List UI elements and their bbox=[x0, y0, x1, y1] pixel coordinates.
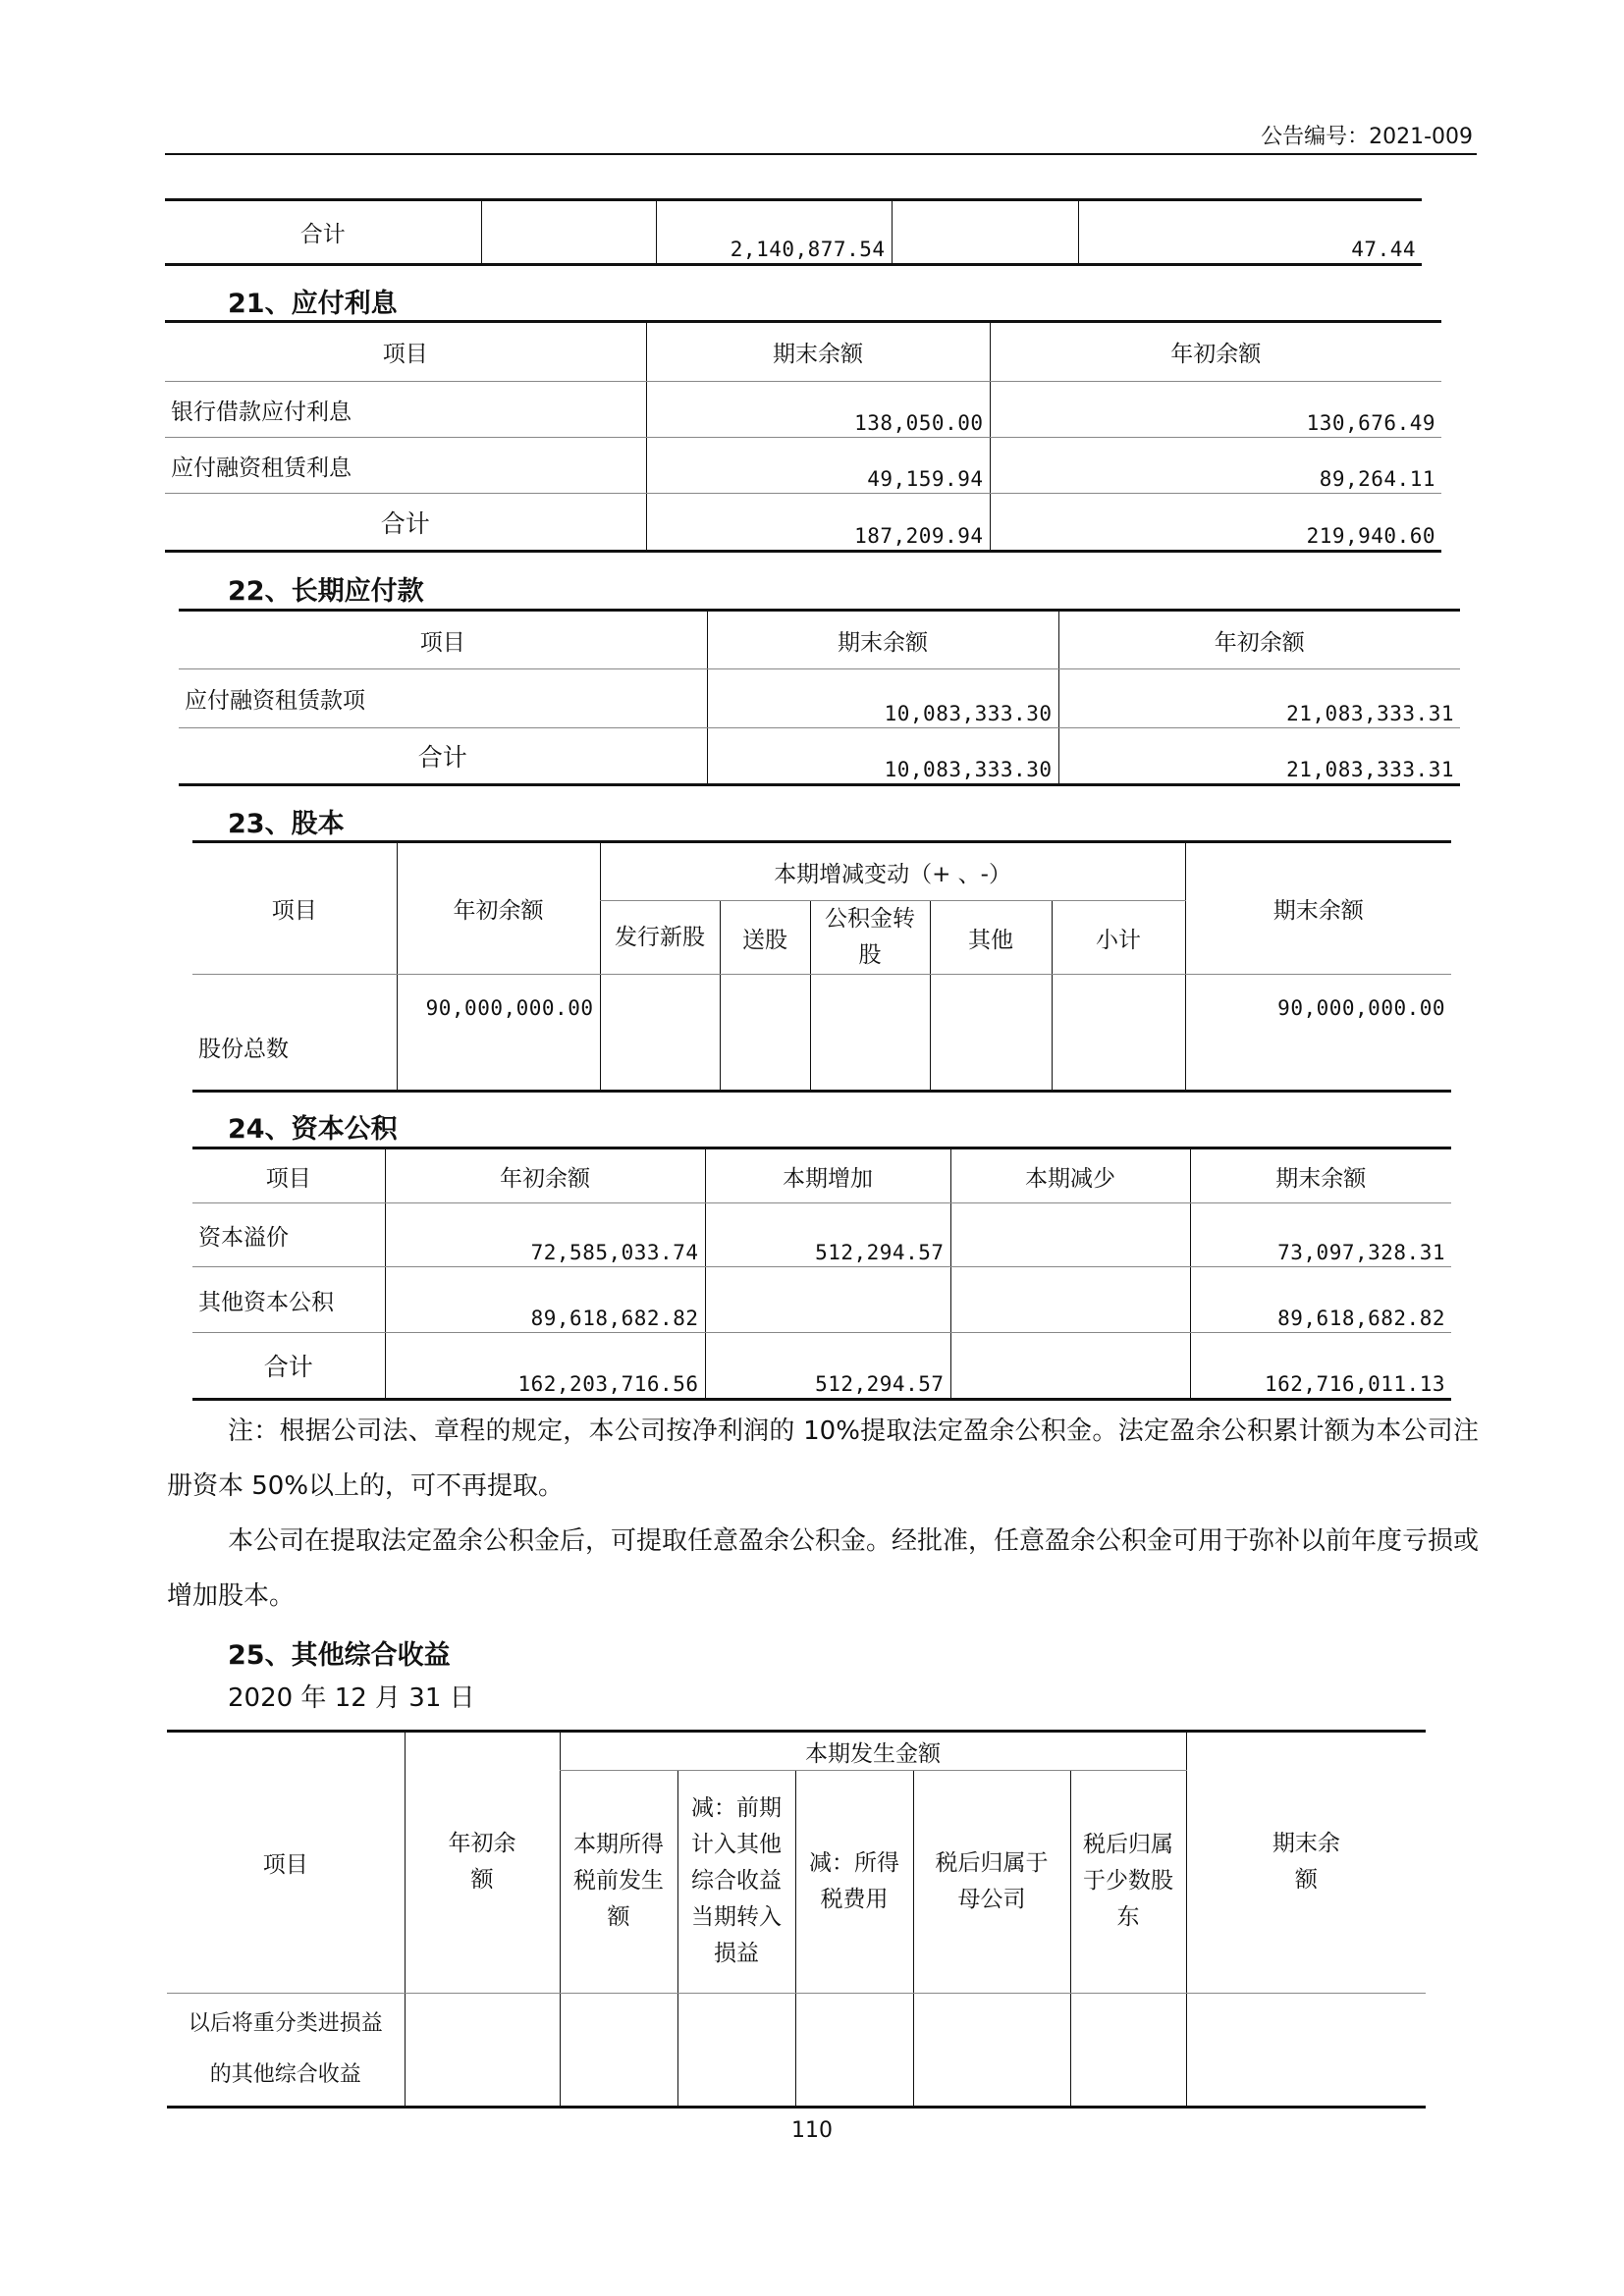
section-23-title: 23、股本 bbox=[228, 809, 345, 839]
section-22-title: 22、长期应付款 bbox=[228, 576, 424, 607]
table-row: 资本溢价 72,585,033.74 512,294.57 73,097,328.31 bbox=[192, 1203, 1451, 1267]
page-header bbox=[165, 116, 1477, 155]
table-row: 银行借款应付利息 138,050.00 130,676.49 bbox=[165, 382, 1441, 438]
table-row: 股份总数 90,000,000.00 90,000,000.00 bbox=[192, 975, 1451, 1092]
table-row: 以后将重分类进损益的其他综合收益 bbox=[167, 1993, 1426, 2107]
section-24-title: 24、资本公积 bbox=[228, 1114, 398, 1145]
table-row: 应付融资租赁利息 49,159.94 89,264.11 bbox=[165, 438, 1441, 494]
share-capital-table: 项目 年初余额 本期增减变动（+ 、-） 期末余额 发行新股 送股 公积金转股 其他 小计 股份总数 90,000,000.00 90,000,000.00 bbox=[192, 840, 1451, 1093]
table-row: 合计 187,209.94 219,940.60 bbox=[165, 494, 1441, 552]
capital-reserve-table: 项目 年初余额 本期增加 本期减少 期末余额 资本溢价 72,585,033.74 512,294.57 73,097,328.31 其他资本公积 89,618,682.82 89,618,682.82 合计 162,203,716.56 512,294.57 162,716,011.13 bbox=[192, 1147, 1451, 1401]
section-25-title: 25、其他综合收益 bbox=[228, 1640, 451, 1671]
continued-table-total: 合计 2,140,877.54 47.44 bbox=[165, 198, 1422, 266]
table-date: 2020 年 12 月 31 日 bbox=[228, 1683, 475, 1713]
total-label: 合计 bbox=[165, 200, 481, 265]
announcement-number: 公告编号：2021-009 bbox=[1261, 125, 1473, 149]
section-21-title: 21、应付利息 bbox=[228, 289, 398, 319]
page-number: 110 bbox=[791, 2118, 833, 2143]
table-row: 合计 10,083,333.30 21,083,333.31 bbox=[179, 728, 1460, 785]
table-row: 合计 162,203,716.56 512,294.57 162,716,011.13 bbox=[192, 1333, 1451, 1400]
note-discretionary-reserve: 本公司在提取法定盈余公积金后，可提取任意盈余公积金。经批准，任意盈余公积金可用于弥补以前年度亏损或增加股本。 bbox=[167, 1526, 1480, 1611]
table-row: 其他资本公积 89,618,682.82 89,618,682.82 bbox=[192, 1267, 1451, 1333]
other-comprehensive-income-table: 项目 年初余额 本期发生金额 期末余额 本期所得税前发生额 减：前期计入其他综合收益当期转入损益 减：所得税费用 税后归属于母公司 税后归属于少数股东 以后将重分类进损益的其他综合收益 bbox=[167, 1730, 1426, 2109]
long-term-payables-table: 项目 期末余额 年初余额 应付融资租赁款项 10,083,333.30 21,083,333.31 合计 10,083,333.30 21,083,333.31 bbox=[179, 609, 1460, 786]
note-statutory-reserve: 注：根据公司法、章程的规定，本公司按净利润的 10%提取法定盈余公积金。法定盈余公积累计额为本公司注册资本 50%以上的，可不再提取。 bbox=[167, 1416, 1479, 1501]
interest-payable-table: 项目 期末余额 年初余额 银行借款应付利息 138,050.00 130,676.49 应付融资租赁利息 49,159.94 89,264.11 合计 187,209.94 219,940.60 bbox=[165, 320, 1441, 553]
table-row: 应付融资租赁款项 10,083,333.30 21,083,333.31 bbox=[179, 669, 1460, 728]
